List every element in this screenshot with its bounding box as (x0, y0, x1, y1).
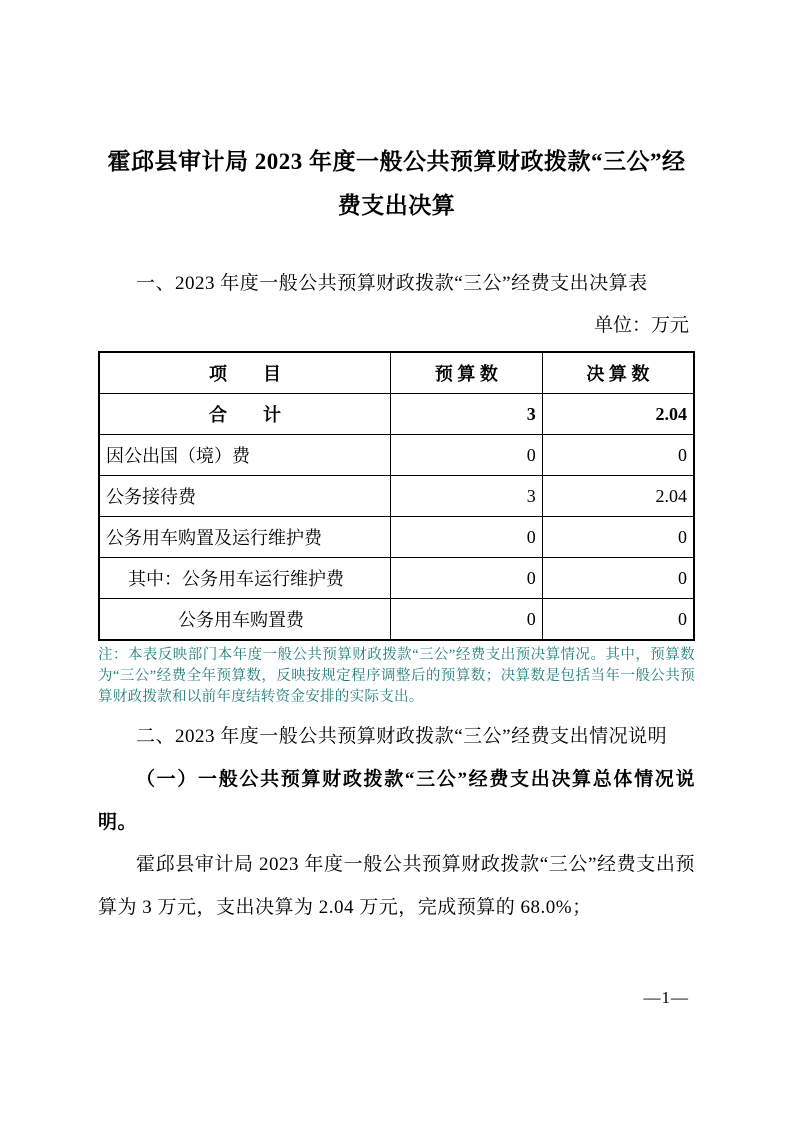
row-budget: 0 (391, 558, 543, 599)
table-row (99, 517, 694, 558)
budget-table (98, 351, 695, 641)
table-row (99, 435, 694, 476)
section-2-heading: 二、2023 年度一般公共预算财政拨款“三公”经费支出情况说明 (136, 726, 668, 748)
table-unit-label: 单位：万元 (593, 315, 689, 337)
page-number: —1— (643, 988, 689, 1007)
row-label: 公务接待费 (99, 476, 391, 517)
table-note: 注：本表反映部门本年度一般公共预算财政拨款“三公”经费支出预决算情况。其中，预算数为“三公”经费全年预算数，反映按规定程序调整后的预算数；决算数是包括当年一般公共预算财政拨款和以前年度结转资金安排的实际支出。 (98, 647, 695, 706)
row-budget: 0 (391, 435, 543, 476)
body-paragraph-1: 霍邱县审计局 2023 年度一般公共预算财政拨款“三公”经费支出预算为 3 万元，支出决算为 2.04 万元，完成预算的 68.0%； (98, 854, 695, 919)
header-cell-final: 决 算 数 (542, 352, 694, 394)
table-header-row (99, 352, 694, 394)
table-row (99, 599, 694, 641)
row-label: 公务用车购置费 (99, 599, 391, 641)
row-final: 0 (542, 599, 694, 641)
table-row (99, 558, 694, 599)
row-budget: 0 (391, 599, 543, 641)
row-final: 0 (542, 517, 694, 558)
row-final: 2.04 (542, 476, 694, 517)
row-final: 0 (542, 558, 694, 599)
row-budget: 3 (391, 394, 543, 435)
subsection-1-heading: （一）一般公共预算财政拨款“三公”经费支出决算总体情况说明。 (98, 768, 695, 833)
row-label: 合 计 (99, 394, 391, 435)
row-final: 2.04 (542, 394, 694, 435)
row-final: 0 (542, 435, 694, 476)
header-cell-item: 项 目 (99, 352, 391, 394)
row-label: 因公出国（境）费 (99, 435, 391, 476)
header-cell-budget: 预 算 数 (391, 352, 543, 394)
table-row-total (99, 394, 694, 435)
row-label: 其中：公务用车运行维护费 (99, 558, 391, 599)
row-label: 公务用车购置及运行维护费 (99, 517, 391, 558)
row-budget: 0 (391, 517, 543, 558)
row-budget: 3 (391, 476, 543, 517)
table-row (99, 476, 694, 517)
section-1-heading: 一、2023 年度一般公共预算财政拨款“三公”经费支出决算表 (136, 273, 648, 295)
document-title: 霍邱县审计局 2023 年度一般公共预算财政拨款“三公”经费支出决算 (107, 149, 686, 218)
